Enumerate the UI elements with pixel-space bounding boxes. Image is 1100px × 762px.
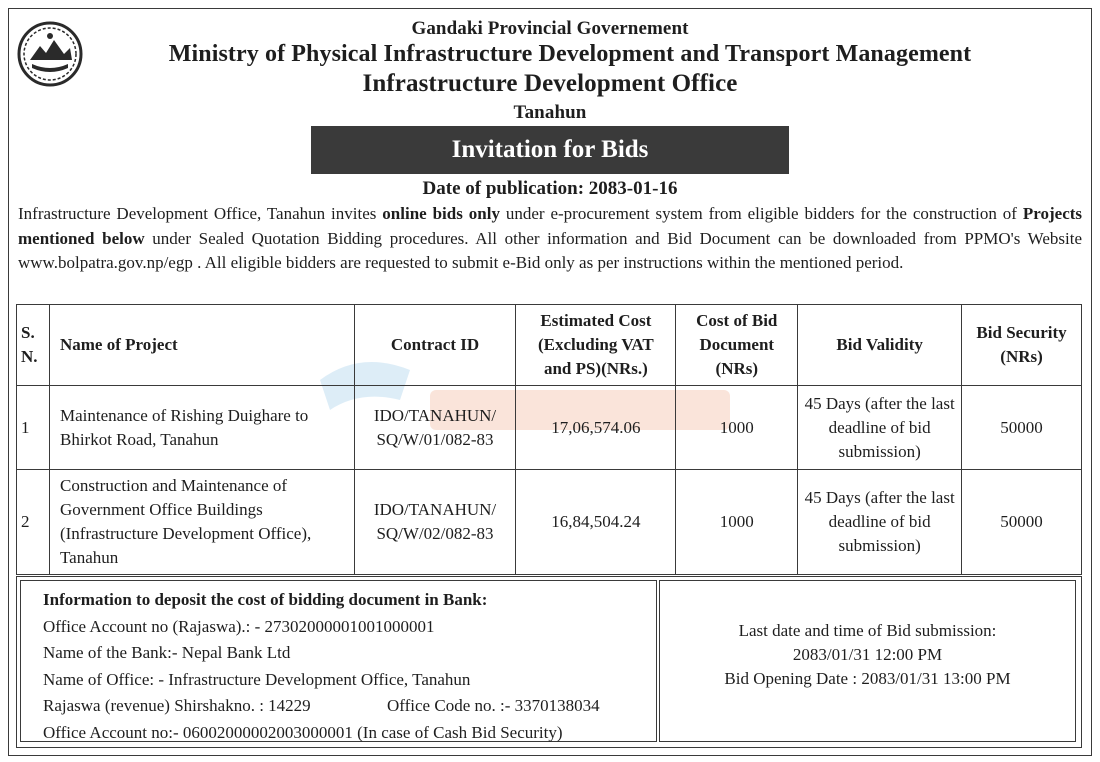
header-sn: S. N.: [17, 305, 50, 386]
office-code: Office Code no. :- 3370138034: [387, 696, 600, 715]
row-estimated-cost: 17,06,574.06: [516, 386, 676, 470]
table-row: [17, 386, 1082, 470]
row-bid-security: 50000: [962, 386, 1082, 470]
bottom-info-box: [16, 576, 1082, 748]
row-estimated-cost: 16,84,504.24: [516, 470, 676, 575]
last-date-label: Last date and time of Bid submission:: [738, 621, 997, 640]
header-project-name: Name of Project: [49, 305, 354, 386]
intro-text-2: under e-procurement system from eligible bidders for the construction of: [499, 204, 1023, 223]
row-sn: 1: [17, 386, 50, 470]
row-document-cost: 1000: [676, 470, 798, 575]
cash-account: Office Account no:- 06002000002003000001 (In case of Cash Bid Security): [43, 722, 563, 742]
row-bid-validity: 45 Days (after the last deadline of bid submission): [798, 470, 962, 575]
bank-info-title: Information to deposit the cost of bidding document in Bank:: [43, 590, 488, 609]
publication-date: Date of publication: 2083-01-16: [422, 178, 678, 199]
row-contract-id: IDO/TANAHUN/ SQ/W/02/082-83: [354, 470, 516, 575]
bank-name: Name of the Bank:- Nepal Bank Ltd: [43, 643, 291, 662]
header-document-cost: Cost of Bid Document (NRs): [676, 305, 798, 386]
intro-bold-2: Projects mentioned below: [18, 204, 1083, 248]
row-project-name: Maintenance of Rishing Duighare to Bhirkot Road, Tanahun: [49, 386, 354, 470]
office-name-line: Name of Office: - Infrastructure Development Office, Tanahun: [43, 669, 471, 689]
notice-header: [0, 8, 1100, 123]
intro-bold-1: online bids only: [382, 204, 500, 223]
office-location: Tanahun: [513, 102, 587, 123]
header-bid-validity: Bid Validity: [798, 305, 962, 386]
intro-text-3: under Sealed Quotation Bidding procedures. All other information and Bid Document can be downloaded from PPMO's Website www.bolpatra.gov.np/egp . All eligible bidders are requested to submit e-Bid only as per instructions within the mentioned period.: [18, 228, 1082, 272]
intro-paragraph: [18, 202, 1082, 276]
table-row: [17, 470, 1082, 575]
opening-date: Bid Opening Date : 2083/01/31 13:00 PM: [724, 669, 1011, 688]
row-sn: 2: [17, 470, 50, 575]
office-name: Infrastructure Development Office: [362, 70, 738, 97]
ministry-name: Ministry of Physical Infrastructure Development and Transport Management: [168, 41, 972, 67]
government-name: Gandaki Provincial Governement: [411, 18, 689, 39]
deadline-info: [659, 580, 1076, 742]
last-date-value: 2083/01/31 12:00 PM: [792, 645, 943, 664]
row-project-name: Construction and Maintenance of Government Office Buildings (Infrastructure Development Office), Tanahun: [49, 470, 354, 575]
table-header-row: [17, 305, 1082, 386]
header-contract-id: Contract ID: [354, 305, 516, 386]
row-bid-validity: 45 Days (after the last deadline of bid submission): [798, 386, 962, 470]
office-account: Office Account no (Rajaswa).: - 27302000001001000001: [43, 616, 435, 636]
intro-text-1: Infrastructure Development Office, Tanahun invites: [18, 204, 383, 223]
header-bid-security: Bid Security (NRs): [962, 305, 1082, 386]
row-contract-id: IDO/TANAHUN/ SQ/W/01/082-83: [354, 386, 516, 470]
revenue-row: [43, 693, 656, 720]
row-bid-security: 50000: [962, 470, 1082, 575]
invitation-banner: Invitation for Bids: [311, 126, 789, 174]
row-document-cost: 1000: [676, 386, 798, 470]
header-estimated-cost: Estimated Cost (Excluding VAT and PS)(NRs.): [516, 305, 676, 386]
projects-table: [16, 304, 1082, 575]
revenue-shirshak: Rajaswa (revenue) Shirshakno. : 14229: [43, 696, 311, 715]
bank-info: [20, 580, 657, 742]
